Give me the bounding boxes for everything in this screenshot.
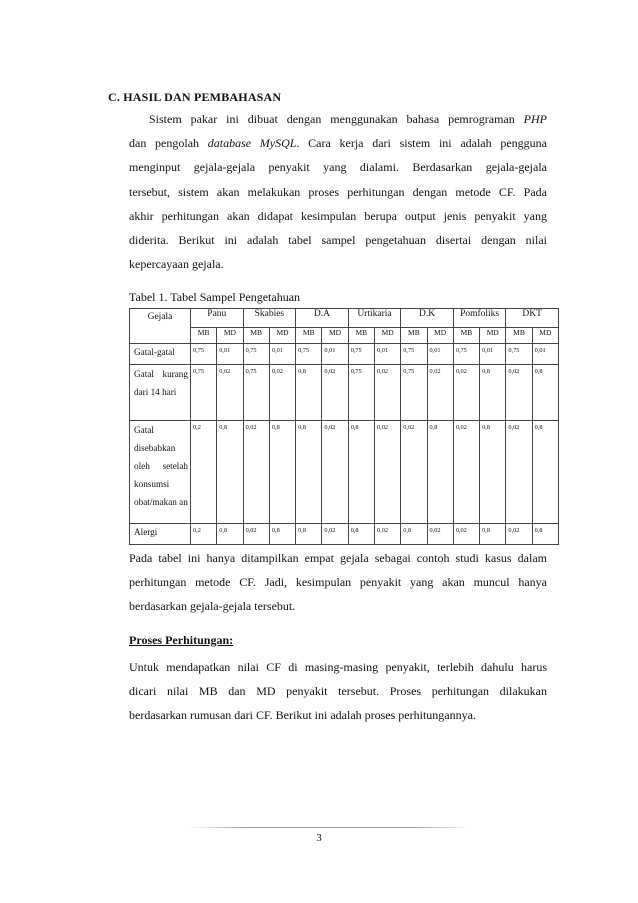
header-disease: Pomfoliks xyxy=(453,309,506,328)
section-heading: C. HASIL DAN PEMBAHASAN xyxy=(108,90,282,104)
md-header: MD xyxy=(217,328,243,344)
table-row xyxy=(130,344,559,365)
value-cell: 0,02 xyxy=(269,365,295,421)
value-cell: 0,02 xyxy=(453,421,479,524)
mb-header: MB xyxy=(401,328,427,344)
mb-header: MB xyxy=(191,328,217,344)
value-cell: 0,8 xyxy=(532,524,558,545)
symptom-cell: Alergi xyxy=(130,524,191,545)
value-cell: 0,8 xyxy=(532,421,558,524)
value-cell: 0,8 xyxy=(401,524,427,545)
value-cell: 0,8 xyxy=(296,421,322,524)
value-cell: 0,02 xyxy=(243,421,269,524)
value-cell: 0,8 xyxy=(427,421,453,524)
value-cell: 0,01 xyxy=(427,344,453,365)
value-cell: 0,02 xyxy=(322,421,348,524)
explanation-line-3: berdasarkan gejala-gejala tersebut. xyxy=(129,599,296,614)
value-cell: 0,02 xyxy=(243,524,269,545)
value-cell: 0,75 xyxy=(191,365,217,421)
mb-header: MB xyxy=(506,328,532,344)
value-cell: 0,02 xyxy=(453,365,479,421)
process-line-2: dicari nilai MB dan MD penyakit tersebut. Proses perhitungan dilakukan xyxy=(129,684,547,699)
header-gejala: Gejala xyxy=(130,309,191,344)
mb-header: MB xyxy=(296,328,322,344)
value-cell: 0,01 xyxy=(374,344,400,365)
value-cell: 0,75 xyxy=(243,365,269,421)
mb-header: MB xyxy=(348,328,374,344)
value-cell: 0,8 xyxy=(480,524,506,545)
value-cell: 0,75 xyxy=(348,365,374,421)
value-cell: 0,01 xyxy=(480,344,506,365)
md-header: MD xyxy=(427,328,453,344)
md-header: MD xyxy=(374,328,400,344)
page-number: 3 xyxy=(316,832,322,844)
value-cell: 0,01 xyxy=(217,344,243,365)
table-header-row xyxy=(130,309,559,328)
value-cell: 0,02 xyxy=(401,421,427,524)
value-cell: 0,02 xyxy=(427,524,453,545)
footer-divider xyxy=(190,827,470,828)
table-row xyxy=(130,365,559,421)
knowledge-table xyxy=(129,308,559,545)
value-cell: 0,8 xyxy=(269,524,295,545)
intro-line-6: diderita. Berikut ini adalah tabel sampel pengetahuan disertai dengan nilai xyxy=(129,233,547,248)
md-header: MD xyxy=(269,328,295,344)
symptom-cell: Gatal disebabkan oleh setelah konsumsi obat/makan an xyxy=(130,421,191,524)
value-cell: 0,8 xyxy=(217,421,243,524)
value-cell: 0,02 xyxy=(506,365,532,421)
value-cell: 0,8 xyxy=(296,365,322,421)
intro-line-7: kepercayaan gejala. xyxy=(129,257,224,272)
process-paragraph xyxy=(129,655,547,728)
value-cell: 0,8 xyxy=(269,421,295,524)
value-cell: 0,8 xyxy=(217,524,243,545)
value-cell: 0,8 xyxy=(532,365,558,421)
intro-line-4: tersebut, sistem akan melakukan proses perhitungan dengan metode CF. Pada xyxy=(129,184,547,199)
value-cell: 0,75 xyxy=(506,344,532,365)
value-cell: 0,75 xyxy=(401,344,427,365)
header-disease: D.K xyxy=(401,309,454,328)
mb-header: MB xyxy=(243,328,269,344)
intro-line-5: akhir perhitungan akan didapat kesimpulan berupa output jenis penyakit yang xyxy=(129,208,547,223)
intro-line-3: menginput gejala-gejala penyakit yang dialami. Berdasarkan gejala-gejala xyxy=(129,160,547,175)
value-cell: 0,75 xyxy=(348,344,374,365)
value-cell: 0,02 xyxy=(506,421,532,524)
table-row xyxy=(130,421,559,524)
value-cell: 0,8 xyxy=(480,421,506,524)
value-cell: 0,8 xyxy=(296,524,322,545)
value-cell: 0,2 xyxy=(191,524,217,545)
header-disease: D.A xyxy=(296,309,349,328)
value-cell: 0,2 xyxy=(191,421,217,524)
value-cell: 0,02 xyxy=(374,524,400,545)
value-cell: 0,02 xyxy=(453,524,479,545)
symptom-cell: Gatal-gatal xyxy=(130,344,191,365)
value-cell: 0,75 xyxy=(453,344,479,365)
value-cell: 0,75 xyxy=(401,365,427,421)
process-line-3: berdasarkan rumusan dari CF. Berikut ini adalah proses perhitungannya. xyxy=(129,708,476,723)
header-disease: Skabies xyxy=(243,309,296,328)
process-line-1: Untuk mendapatkan nilai CF di masing-masing penyakit, terlebih dahulu harus xyxy=(129,660,547,674)
value-cell: 0,75 xyxy=(243,344,269,365)
value-cell: 0,02 xyxy=(217,365,243,421)
header-disease: Urtikaria xyxy=(348,309,401,328)
explanation-line-1: Pada tabel ini hanya ditampilkan empat gejala sebagai contoh studi kasus dalam xyxy=(129,551,547,565)
value-cell: 0,01 xyxy=(322,344,348,365)
md-header: MD xyxy=(532,328,558,344)
value-cell: 0,02 xyxy=(427,365,453,421)
header-disease: Panu xyxy=(191,309,244,328)
value-cell: 0,8 xyxy=(348,524,374,545)
value-cell: 0,02 xyxy=(374,365,400,421)
value-cell: 0,75 xyxy=(296,344,322,365)
explanation-line-2: perhitungan metode CF. Jadi, kesimpulan penyakit yang akan muncul hanya xyxy=(129,575,547,590)
table-row xyxy=(130,524,559,545)
table-caption: Tabel 1. Tabel Sampel Pengetahuan xyxy=(129,290,301,304)
md-header: MD xyxy=(480,328,506,344)
intro-line-2: dan pengolah database MySQL. Cara kerja dari sistem ini adalah pengguna xyxy=(129,136,547,151)
mb-header: MB xyxy=(453,328,479,344)
process-heading: Proses Perhitungan: xyxy=(129,633,234,647)
value-cell: 0,01 xyxy=(532,344,558,365)
symptom-cell: Gatal kurang dari 14 hari xyxy=(130,365,191,421)
value-cell: 0,75 xyxy=(191,344,217,365)
table-subheader-row xyxy=(130,328,559,344)
value-cell: 0,02 xyxy=(322,524,348,545)
value-cell: 0,02 xyxy=(506,524,532,545)
value-cell: 0,8 xyxy=(348,421,374,524)
header-disease: DKT xyxy=(506,309,559,328)
md-header: MD xyxy=(322,328,348,344)
value-cell: 0,02 xyxy=(322,365,348,421)
value-cell: 0,8 xyxy=(480,365,506,421)
intro-paragraph xyxy=(129,107,547,276)
value-cell: 0,02 xyxy=(374,421,400,524)
value-cell: 0,01 xyxy=(269,344,295,365)
intro-line-1: Sistem pakar ini dibuat dengan menggunakan bahasa pemrograman PHP xyxy=(149,112,547,126)
table-explanation-paragraph xyxy=(129,546,547,619)
